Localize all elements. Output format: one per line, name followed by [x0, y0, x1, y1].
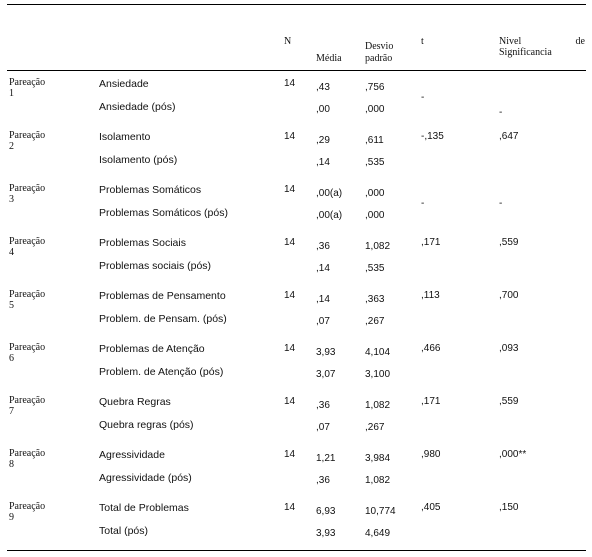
sd-value: ,756 — [365, 82, 385, 93]
media-value-post: ,00 — [316, 104, 330, 115]
t-value: ,171 — [421, 237, 441, 248]
header-rule — [7, 70, 586, 71]
media-value: 1,21 — [316, 453, 336, 464]
sd-value: 4,104 — [365, 347, 391, 358]
pair-label: Pareação — [9, 236, 46, 247]
variable-label: Isolamento — [99, 131, 151, 143]
media-value-post: ,14 — [316, 263, 330, 274]
n-value: 14 — [284, 502, 296, 513]
media-value: ,14 — [316, 294, 330, 305]
t-value: ,980 — [421, 449, 441, 460]
header-t: t — [421, 36, 424, 47]
sd-value-post: ,000 — [365, 210, 385, 221]
sd-value: ,611 — [365, 135, 384, 146]
header-nivel: Nivel — [499, 36, 522, 47]
variable-label-post: Agressividade (pós) — [99, 472, 192, 484]
variable-label: Problemas Somáticos — [99, 184, 202, 196]
header-significance — [499, 36, 585, 58]
pair-number: 8 — [9, 459, 14, 470]
media-value-post: 3,93 — [316, 528, 336, 539]
significance-value: ,700 — [499, 290, 519, 301]
significance-value: ,150 — [499, 502, 519, 513]
sd-value: ,363 — [365, 294, 385, 305]
media-value-post: ,14 — [316, 157, 330, 168]
pair-number: 2 — [9, 141, 14, 152]
pair-label: Pareação — [9, 183, 46, 194]
n-value: 14 — [284, 290, 296, 301]
pair-label: Pareação — [9, 342, 46, 353]
pair-number: 4 — [9, 247, 14, 258]
sd-value-post: ,267 — [365, 316, 385, 327]
header-media: Média — [316, 53, 342, 64]
n-value: 14 — [284, 343, 296, 354]
pair-number: 6 — [9, 353, 14, 364]
media-value-post: 3,07 — [316, 369, 336, 380]
n-value: 14 — [284, 237, 296, 248]
variable-label: Problemas de Atenção — [99, 343, 205, 355]
pair-label: Pareação — [9, 289, 46, 300]
n-value: 14 — [284, 78, 296, 89]
sd-value: ,000 — [365, 188, 385, 199]
media-value: ,43 — [316, 82, 330, 93]
sd-value: 3,984 — [365, 453, 391, 464]
variable-label-post: Total (pós) — [99, 525, 149, 537]
sd-value-post: ,535 — [365, 263, 385, 274]
media-value: ,36 — [316, 241, 330, 252]
header-n: N — [284, 36, 292, 47]
bottom-rule — [7, 550, 586, 551]
t-value: - — [421, 198, 425, 209]
header-de: de — [575, 36, 585, 47]
significance-value: - — [499, 198, 503, 209]
n-value: 14 — [284, 449, 296, 460]
t-value: -,135 — [421, 131, 444, 142]
header-desvio: Desvio — [365, 41, 394, 52]
variable-label: Agressividade — [99, 449, 165, 461]
sd-value-post: ,267 — [365, 422, 385, 433]
variable-label: Total de Problemas — [99, 502, 189, 514]
variable-label-post: Problem. de Pensam. (pós) — [99, 313, 227, 325]
media-value: ,29 — [316, 135, 330, 146]
t-value: - — [421, 92, 425, 103]
media-value-post: ,07 — [316, 316, 330, 327]
t-value: ,171 — [421, 396, 441, 407]
significance-value: ,093 — [499, 343, 519, 354]
sd-value-post: ,535 — [365, 157, 385, 168]
pair-number: 1 — [9, 88, 14, 99]
pair-label: Pareação — [9, 130, 46, 141]
media-value-post: ,00(a) — [316, 210, 343, 221]
pair-number: 3 — [9, 194, 14, 205]
media-value-post: ,07 — [316, 422, 330, 433]
variable-label: Ansiedade — [99, 78, 149, 90]
variable-label-post: Problemas Somáticos (pós) — [99, 207, 228, 219]
media-value: 3,93 — [316, 347, 336, 358]
n-value: 14 — [284, 131, 296, 142]
n-value: 14 — [284, 396, 296, 407]
significance-value: ,559 — [499, 237, 519, 248]
t-value: ,466 — [421, 343, 441, 354]
t-value: ,405 — [421, 502, 441, 513]
sd-value: 10,774 — [365, 506, 396, 517]
sd-value-post: 3,100 — [365, 369, 391, 380]
variable-label-post: Problemas sociais (pós) — [99, 260, 212, 272]
sd-value: 1,082 — [365, 241, 391, 252]
t-value: ,113 — [421, 290, 440, 301]
variable-label-post: Problem. de Atenção (pós) — [99, 366, 224, 378]
pair-label: Pareação — [9, 77, 46, 88]
pair-number: 7 — [9, 406, 14, 417]
sd-value-post: 4,649 — [365, 528, 391, 539]
media-value: 6,93 — [316, 506, 336, 517]
significance-value: - — [499, 107, 503, 118]
media-value: ,00(a) — [316, 188, 343, 199]
significance-value: ,559 — [499, 396, 519, 407]
significance-value: ,000** — [499, 449, 527, 460]
pair-label: Pareação — [9, 501, 46, 512]
sd-value: 1,082 — [365, 400, 391, 411]
header-padrao: padrão — [365, 53, 393, 64]
variable-label: Problemas Sociais — [99, 237, 186, 249]
media-value-post: ,36 — [316, 475, 330, 486]
variable-label: Problemas de Pensamento — [99, 290, 226, 302]
media-value: ,36 — [316, 400, 330, 411]
pair-number: 9 — [9, 512, 14, 523]
pair-number: 5 — [9, 300, 14, 311]
n-value: 14 — [284, 184, 296, 195]
pair-label: Pareação — [9, 448, 46, 459]
sd-value-post: ,000 — [365, 104, 385, 115]
variable-label-post: Isolamento (pós) — [99, 154, 178, 166]
variable-label: Quebra Regras — [99, 396, 171, 408]
sd-value-post: 1,082 — [365, 475, 391, 486]
header-significancia: Significancia — [499, 47, 552, 58]
variable-label-post: Ansiedade (pós) — [99, 101, 176, 113]
pair-label: Pareação — [9, 395, 46, 406]
significance-value: ,647 — [499, 131, 519, 142]
top-rule — [7, 4, 586, 5]
variable-label-post: Quebra regras (pós) — [99, 419, 194, 431]
